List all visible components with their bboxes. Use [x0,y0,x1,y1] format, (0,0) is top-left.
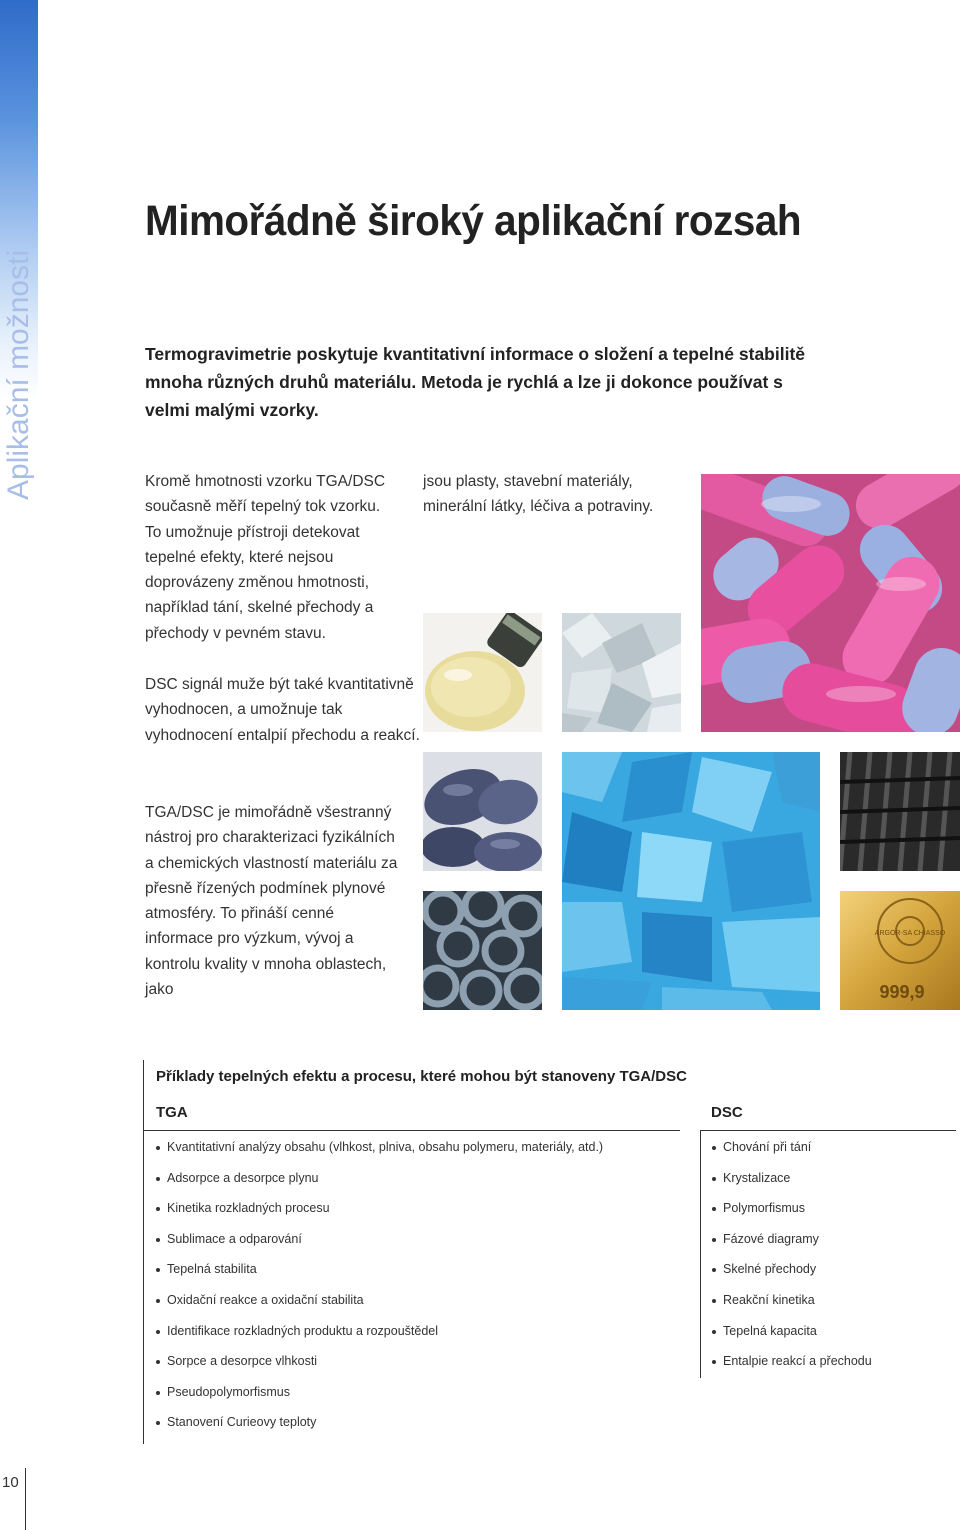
list-item: Polymorfismus [712,1201,872,1232]
gold-seal-text: ARGOR-SA CHIASSO [874,930,946,937]
dsc-list [712,1140,872,1385]
column-divider [700,1130,701,1378]
page-number-rule [25,1468,26,1530]
page-title: Mimořádně široký aplikační rozsah [145,197,802,245]
list-item: Kinetika rozkladných procesu [156,1201,603,1232]
page-number: 10 [2,1474,19,1491]
body-paragraph-2: DSC signál muže být také kvantitativně vyhodnocen, a umožnuje tak vyhodnocení entalpií přechodu a reakcí. [145,676,420,744]
table-heading: Příklady tepelných efektu a procesu, které mohou být stanoveny TGA/DSC [156,1068,687,1085]
dsc-column-header: DSC [711,1104,743,1121]
list-item: Fázové diagramy [712,1232,872,1263]
tga-list [156,1140,603,1446]
tga-header-rule [144,1130,680,1131]
list-item: Sublimace a odparování [156,1232,603,1263]
tga-column-header: TGA [156,1104,188,1121]
blue-crystals-photo [562,752,820,1010]
rubber-rings-photo [423,891,542,1010]
list-item: Kvantitativní analýzy obsahu (vlhkost, plniva, obsahu polymeru, materiály, atd.) [156,1140,603,1171]
body-paragraph-1: Kromě hmotnosti vzorku TGA/DSC současně měří tepelný tok vzorku. To umožnuje přístroji detekovat tepelné efekty, které nejsou doprovázeny změnou hmotnosti, například tání, skelné přechody a přechody v pevném stavu. [145,473,386,642]
list-item: Sorpce a desorpce vlhkosti [156,1354,603,1385]
plastic-granules-photo [562,613,681,732]
capsules-photo [701,474,960,732]
list-item: Chování při tání [712,1140,872,1171]
thermal-effects-table [143,1060,956,1444]
gold-purity-text: 999,9 [879,982,925,1002]
body-paragraph-3: TGA/DSC je mimořádně všestranný nástroj pro charakterizaci fyzikálních a chemických vlastností materiálu za přesně řízených podmínek plynové atmosféry. To přináší cenné informace pro výzkum, vývoj a kontrolu kvality v mnoha oblastech, jako [145,804,398,999]
list-item: Pseudopolymorfismus [156,1385,603,1416]
list-item: Stanovení Curieovy teploty [156,1415,603,1446]
list-item: Identifikace rozkladných produktu a rozpouštědel [156,1324,603,1355]
list-item: Tepelná kapacita [712,1324,872,1355]
mineral-photo [423,752,542,871]
list-item: Adsorpce a desorpce plynu [156,1171,603,1202]
list-item: Krystalizace [712,1171,872,1202]
list-item: Skelné přechody [712,1262,872,1293]
list-item: Tepelná stabilita [156,1262,603,1293]
dsc-header-rule [700,1130,956,1131]
tire-photo [840,752,960,871]
list-item: Oxidační reakce a oxidační stabilita [156,1293,603,1324]
gold-bar-photo [840,891,960,1010]
oil-photo [423,613,542,732]
intro-paragraph: Termogravimetrie poskytuje kvantitativní informace o složení a tepelné stabilitě mnoha různých druhů materiálu. Metoda je rychlá a lze ji dokonce používat s velmi malými vzorky. [145,344,806,420]
list-item: Entalpie reakcí a přechodu [712,1354,872,1385]
section-side-label: Aplikační možnosti [2,249,35,500]
list-item: Reakční kinetika [712,1293,872,1324]
body-paragraph-4: jsou plasty, stavební materiály, minerální látky, léčiva a potraviny. [423,473,654,516]
